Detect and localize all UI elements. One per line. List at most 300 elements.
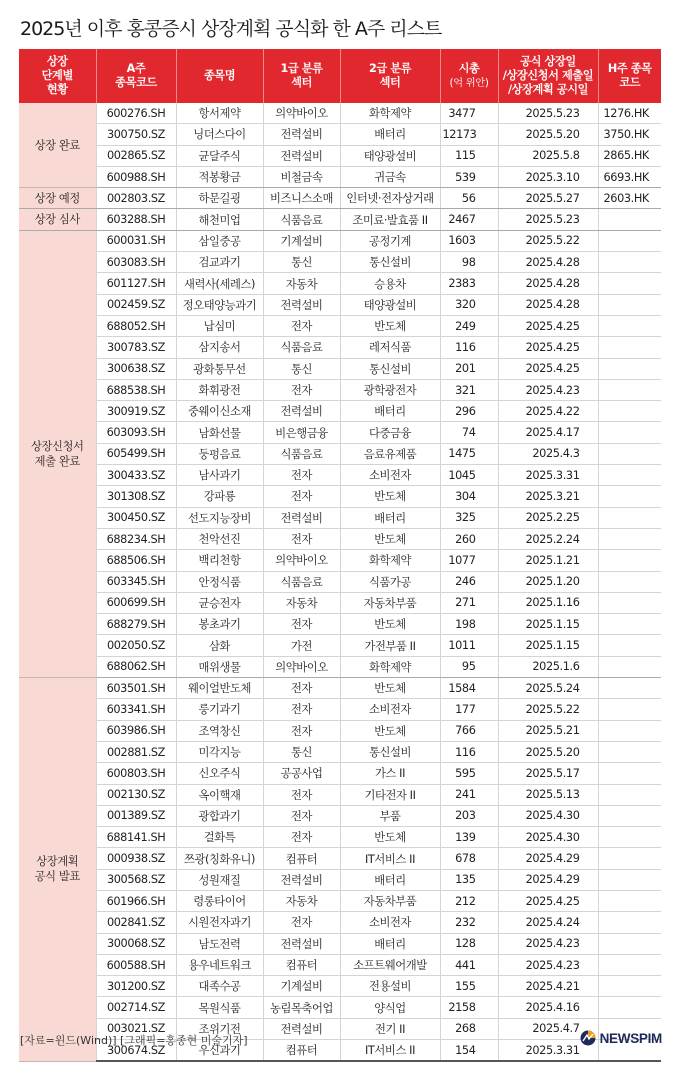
code-cell: 002459.SZ xyxy=(96,294,176,315)
date-cell: 2025.1.15 xyxy=(498,635,598,656)
cap-cell: 268 xyxy=(440,1018,498,1039)
cap-cell: 1584 xyxy=(440,678,498,699)
name-cell: 정오태양능과기 xyxy=(176,294,263,315)
date-cell: 2025.4.25 xyxy=(498,358,598,379)
hk-code-cell xyxy=(598,805,661,826)
cap-cell: 116 xyxy=(440,741,498,762)
sector1-cell: 전자 xyxy=(263,614,340,635)
table-row xyxy=(19,635,661,656)
hk-code-cell xyxy=(598,741,661,762)
date-cell: 2025.5.22 xyxy=(498,699,598,720)
sector2-cell: 전용설비 xyxy=(340,976,440,997)
newspim-logo-icon xyxy=(580,1030,596,1046)
hk-code-cell xyxy=(598,379,661,400)
sector1-cell: 식품음료 xyxy=(263,571,340,592)
sector2-cell: 반도체 xyxy=(340,315,440,336)
cap-cell: 98 xyxy=(440,252,498,273)
sector1-cell: 비철금속 xyxy=(263,166,340,187)
code-cell: 603341.SH xyxy=(96,699,176,720)
date-cell: 2025.5.20 xyxy=(498,124,598,145)
code-cell: 688141.SH xyxy=(96,827,176,848)
date-cell: 2025.1.15 xyxy=(498,614,598,635)
code-cell: 688506.SH xyxy=(96,550,176,571)
hk-code-cell xyxy=(598,912,661,933)
sector1-cell: 전자 xyxy=(263,678,340,699)
sector1-cell: 전자 xyxy=(263,827,340,848)
sector1-cell: 전자 xyxy=(263,912,340,933)
name-cell: 중웨이신소재 xyxy=(176,401,263,422)
table-row xyxy=(19,720,661,741)
table-row xyxy=(19,145,661,166)
sector2-cell: 소비전자 xyxy=(340,699,440,720)
code-cell: 600699.SH xyxy=(96,592,176,613)
header-sector2: 2급 분류 섹터 xyxy=(340,49,440,103)
hk-code-cell xyxy=(598,976,661,997)
hk-code-cell xyxy=(598,443,661,464)
cap-cell: 128 xyxy=(440,933,498,954)
date-cell: 2025.4.25 xyxy=(498,337,598,358)
hk-code-cell xyxy=(598,422,661,443)
date-cell: 2025.4.25 xyxy=(498,890,598,911)
table-row xyxy=(19,784,661,805)
sector2-cell: 소프트웨어개발 xyxy=(340,954,440,975)
name-cell: 남사과기 xyxy=(176,465,263,486)
sector1-cell: 전자 xyxy=(263,486,340,507)
hk-code-cell xyxy=(598,230,661,251)
code-cell: 300674.SZ xyxy=(96,1040,176,1062)
table-row xyxy=(19,209,661,230)
table-row xyxy=(19,550,661,571)
code-cell: 605499.SH xyxy=(96,443,176,464)
hk-code-cell: 6693.HK xyxy=(598,166,661,187)
sector2-cell: 레저식품 xyxy=(340,337,440,358)
cap-cell: 212 xyxy=(440,890,498,911)
sector1-cell: 컴퓨터 xyxy=(263,848,340,869)
hk-code-cell xyxy=(598,869,661,890)
sector2-cell: 배터리 xyxy=(340,507,440,528)
hk-code-cell xyxy=(598,273,661,294)
hk-code-cell xyxy=(598,848,661,869)
sector2-cell: 전기 II xyxy=(340,1018,440,1039)
cap-cell: 271 xyxy=(440,592,498,613)
code-cell: 001389.SZ xyxy=(96,805,176,826)
table-row xyxy=(19,315,661,336)
sector1-cell: 의약바이오 xyxy=(263,656,340,677)
date-cell: 2025.4.23 xyxy=(498,379,598,400)
date-cell: 2025.4.30 xyxy=(498,827,598,848)
name-cell: 검교과기 xyxy=(176,252,263,273)
hk-code-cell xyxy=(598,592,661,613)
date-cell: 2025.4.25 xyxy=(498,315,598,336)
sector1-cell: 의약바이오 xyxy=(263,550,340,571)
source-credit: [자료=윈드(Wind)] [그래픽=홍종현 미술기자] xyxy=(20,1034,248,1047)
hk-code-cell xyxy=(598,827,661,848)
sector1-cell: 전력설비 xyxy=(263,869,340,890)
date-cell: 2025.5.27 xyxy=(498,188,598,209)
cap-cell: 595 xyxy=(440,763,498,784)
sector1-cell: 컴퓨터 xyxy=(263,954,340,975)
hk-code-cell: 1276.HK xyxy=(598,103,661,124)
code-cell: 688052.SH xyxy=(96,315,176,336)
date-cell: 2025.3.10 xyxy=(498,166,598,187)
cap-cell: 441 xyxy=(440,954,498,975)
cap-cell: 246 xyxy=(440,571,498,592)
header-hk: H주 종목 코드 xyxy=(598,49,661,103)
code-cell: 600276.SH xyxy=(96,103,176,124)
name-cell: 미각지능 xyxy=(176,741,263,762)
table-row xyxy=(19,103,661,124)
hk-code-cell xyxy=(598,635,661,656)
date-cell: 2025.5.17 xyxy=(498,763,598,784)
hk-code-cell xyxy=(598,933,661,954)
sector1-cell: 전자 xyxy=(263,528,340,549)
page-title: 2025년 이후 홍콩증시 상장계획 공식화 한 A주 리스트 xyxy=(20,18,442,40)
table-body xyxy=(19,103,661,1061)
sector1-cell: 전자 xyxy=(263,805,340,826)
date-cell: 2025.3.31 xyxy=(498,1040,598,1062)
hk-code-cell xyxy=(598,571,661,592)
name-cell: 목원식품 xyxy=(176,997,263,1018)
sector2-cell: 배터리 xyxy=(340,401,440,422)
stage-cell: 상장 심사 xyxy=(19,209,96,230)
sector2-cell: 인터넷·전자상거래 xyxy=(340,188,440,209)
name-cell: 균승전자 xyxy=(176,592,263,613)
table-row xyxy=(19,230,661,251)
date-cell: 2025.1.21 xyxy=(498,550,598,571)
cap-cell: 135 xyxy=(440,869,498,890)
sector2-cell: 가전부품 II xyxy=(340,635,440,656)
hk-code-cell xyxy=(598,890,661,911)
date-cell: 2025.5.24 xyxy=(498,678,598,699)
cap-cell: 177 xyxy=(440,699,498,720)
date-cell: 2025.5.22 xyxy=(498,230,598,251)
hk-code-cell: 2865.HK xyxy=(598,145,661,166)
code-cell: 688279.SH xyxy=(96,614,176,635)
sector2-cell: 태양광설비 xyxy=(340,145,440,166)
table-row xyxy=(19,614,661,635)
sector1-cell: 전자 xyxy=(263,784,340,805)
code-cell: 600988.SH xyxy=(96,166,176,187)
table-row xyxy=(19,997,661,1018)
sector2-cell: 양식업 xyxy=(340,997,440,1018)
sector2-cell: 승용차 xyxy=(340,273,440,294)
date-cell: 2025.5.23 xyxy=(498,103,598,124)
cap-cell: 539 xyxy=(440,166,498,187)
hk-code-cell: 3750.HK xyxy=(598,124,661,145)
sector2-cell: 통신설비 xyxy=(340,358,440,379)
hk-code-cell xyxy=(598,528,661,549)
date-cell: 2025.4.22 xyxy=(498,401,598,422)
date-cell: 2025.4.3 xyxy=(498,443,598,464)
date-cell: 2025.5.23 xyxy=(498,209,598,230)
cap-cell: 260 xyxy=(440,528,498,549)
sector1-cell: 전자 xyxy=(263,379,340,400)
date-cell: 2025.4.24 xyxy=(498,912,598,933)
name-cell: 걸화특 xyxy=(176,827,263,848)
sector1-cell: 전력설비 xyxy=(263,507,340,528)
table-row xyxy=(19,571,661,592)
hk-code-cell xyxy=(598,784,661,805)
name-cell: 하문길굉 xyxy=(176,188,263,209)
table-row xyxy=(19,848,661,869)
hk-code-cell xyxy=(598,315,661,336)
sector2-cell: 가스 II xyxy=(340,763,440,784)
sector1-cell: 비은행금융 xyxy=(263,422,340,443)
date-cell: 2025.1.20 xyxy=(498,571,598,592)
date-cell: 2025.5.21 xyxy=(498,720,598,741)
stage-cell: 상장 완료 xyxy=(19,103,96,188)
sector1-cell: 식품음료 xyxy=(263,209,340,230)
cap-cell: 2467 xyxy=(440,209,498,230)
hk-code-cell xyxy=(598,507,661,528)
hk-code-cell xyxy=(598,699,661,720)
table-row xyxy=(19,188,661,209)
name-cell: 광합과기 xyxy=(176,805,263,826)
date-cell: 2025.4.28 xyxy=(498,294,598,315)
cap-cell: 2158 xyxy=(440,997,498,1018)
sector2-cell: 통신설비 xyxy=(340,252,440,273)
hk-code-cell xyxy=(598,358,661,379)
hk-code-cell xyxy=(598,678,661,699)
table-row xyxy=(19,443,661,464)
code-cell: 603501.SH xyxy=(96,678,176,699)
sector2-cell: 배터리 xyxy=(340,869,440,890)
cap-cell: 116 xyxy=(440,337,498,358)
name-cell: 균달주식 xyxy=(176,145,263,166)
date-cell: 2025.2.25 xyxy=(498,507,598,528)
date-cell: 2025.2.24 xyxy=(498,528,598,549)
code-cell: 603986.SH xyxy=(96,720,176,741)
sector2-cell: 통신설비 xyxy=(340,741,440,762)
hk-code-cell xyxy=(598,337,661,358)
cap-cell: 74 xyxy=(440,422,498,443)
date-cell: 2025.4.23 xyxy=(498,933,598,954)
sector1-cell: 식품음료 xyxy=(263,443,340,464)
table-row xyxy=(19,805,661,826)
date-cell: 2025.4.28 xyxy=(498,273,598,294)
sector1-cell: 통신 xyxy=(263,358,340,379)
sector1-cell: 자동차 xyxy=(263,890,340,911)
code-cell: 600588.SH xyxy=(96,954,176,975)
cap-cell: 154 xyxy=(440,1040,498,1062)
sector1-cell: 통신 xyxy=(263,741,340,762)
code-cell: 601966.SH xyxy=(96,890,176,911)
table-row xyxy=(19,763,661,784)
sector2-cell: 반도체 xyxy=(340,528,440,549)
cap-cell: 320 xyxy=(440,294,498,315)
header-cap-label: 시총 xyxy=(458,62,480,75)
cap-cell: 1011 xyxy=(440,635,498,656)
date-cell: 2025.4.29 xyxy=(498,869,598,890)
hk-code-cell xyxy=(598,954,661,975)
code-cell: 000938.SZ xyxy=(96,848,176,869)
cap-cell: 2383 xyxy=(440,273,498,294)
sector1-cell: 비즈니스소매 xyxy=(263,188,340,209)
sector1-cell: 전자 xyxy=(263,465,340,486)
date-cell: 2025.4.28 xyxy=(498,252,598,273)
name-cell: 남화선물 xyxy=(176,422,263,443)
code-cell: 301308.SZ xyxy=(96,486,176,507)
header-cap-unit: (억 위안) xyxy=(449,77,489,89)
table-row xyxy=(19,976,661,997)
table-row xyxy=(19,486,661,507)
sector2-cell: 반도체 xyxy=(340,720,440,741)
table-row xyxy=(19,422,661,443)
sector2-cell: 화학제약 xyxy=(340,550,440,571)
table-row xyxy=(19,678,661,699)
sector2-cell: 공정기계 xyxy=(340,230,440,251)
header-date: 공식 상장일 /상장신청서 제출일 /상장계획 공시일 xyxy=(498,49,598,103)
brand-name: NEWSPIM xyxy=(599,1030,662,1046)
code-cell: 603093.SH xyxy=(96,422,176,443)
cap-cell: 203 xyxy=(440,805,498,826)
code-cell: 002881.SZ xyxy=(96,741,176,762)
name-cell: 강파룡 xyxy=(176,486,263,507)
name-cell: 남도전력 xyxy=(176,933,263,954)
header-stage: 상장 단계별 현황 xyxy=(19,49,96,103)
sector1-cell: 식품음료 xyxy=(263,337,340,358)
cap-cell: 1077 xyxy=(440,550,498,571)
sector2-cell: 소비전자 xyxy=(340,465,440,486)
sector1-cell: 통신 xyxy=(263,252,340,273)
date-cell: 2025.3.31 xyxy=(498,465,598,486)
sector1-cell: 컴퓨터 xyxy=(263,1040,340,1062)
sector1-cell: 전자 xyxy=(263,315,340,336)
sector1-cell: 전력설비 xyxy=(263,1018,340,1039)
header-code: A주 종목코드 xyxy=(96,49,176,103)
name-cell: 삼화 xyxy=(176,635,263,656)
sector2-cell: 조미료·발효품 II xyxy=(340,209,440,230)
hk-code-cell xyxy=(598,763,661,784)
code-cell: 300568.SZ xyxy=(96,869,176,890)
sector2-cell: 화학제약 xyxy=(340,656,440,677)
sector2-cell: 반도체 xyxy=(340,614,440,635)
name-cell: 항서제약 xyxy=(176,103,263,124)
sector1-cell: 전력설비 xyxy=(263,145,340,166)
sector2-cell: 귀금속 xyxy=(340,166,440,187)
code-cell: 603288.SH xyxy=(96,209,176,230)
date-cell: 2025.5.20 xyxy=(498,741,598,762)
cap-cell: 95 xyxy=(440,656,498,677)
table-row xyxy=(19,166,661,187)
sector2-cell: 음료유제품 xyxy=(340,443,440,464)
code-cell: 603083.SH xyxy=(96,252,176,273)
cap-cell: 766 xyxy=(440,720,498,741)
sector1-cell: 전력설비 xyxy=(263,933,340,954)
a-share-list-table xyxy=(19,49,661,1062)
sector2-cell: 다중금융 xyxy=(340,422,440,443)
hk-code-cell xyxy=(598,486,661,507)
name-cell: 신오주식 xyxy=(176,763,263,784)
cap-cell: 201 xyxy=(440,358,498,379)
name-cell: 룽기과기 xyxy=(176,699,263,720)
name-cell: 삼일중공 xyxy=(176,230,263,251)
name-cell: 쯔광(칭화유니) xyxy=(176,848,263,869)
stage-cell: 상장신청서 제출 완료 xyxy=(19,230,96,677)
table-row xyxy=(19,358,661,379)
sector2-cell: 화학제약 xyxy=(340,103,440,124)
sector2-cell: 태양광설비 xyxy=(340,294,440,315)
hk-code-cell xyxy=(598,209,661,230)
name-cell: 조역창신 xyxy=(176,720,263,741)
name-cell: 백리천항 xyxy=(176,550,263,571)
sector1-cell: 가전 xyxy=(263,635,340,656)
hk-code-cell xyxy=(598,720,661,741)
hk-code-cell xyxy=(598,465,661,486)
header-cap xyxy=(440,49,498,103)
table-row xyxy=(19,592,661,613)
code-cell: 002714.SZ xyxy=(96,997,176,1018)
table-row xyxy=(19,954,661,975)
table-row xyxy=(19,699,661,720)
code-cell: 603345.SH xyxy=(96,571,176,592)
name-cell: 납심미 xyxy=(176,315,263,336)
sector2-cell: 식품가공 xyxy=(340,571,440,592)
table-row xyxy=(19,124,661,145)
table-row xyxy=(19,869,661,890)
stage-cell: 상장계획 공식 발표 xyxy=(19,678,96,1062)
cap-cell: 232 xyxy=(440,912,498,933)
code-cell: 002803.SZ xyxy=(96,188,176,209)
name-cell: 닝더스다이 xyxy=(176,124,263,145)
sector2-cell: IT서비스 II xyxy=(340,848,440,869)
table-row xyxy=(19,465,661,486)
stage-cell: 상장 예정 xyxy=(19,188,96,209)
code-cell: 003021.SZ xyxy=(96,1018,176,1039)
sector1-cell: 자동차 xyxy=(263,273,340,294)
sector1-cell: 전자 xyxy=(263,699,340,720)
name-cell: 안정식품 xyxy=(176,571,263,592)
code-cell: 002865.SZ xyxy=(96,145,176,166)
sector1-cell: 공공사업 xyxy=(263,763,340,784)
table-row xyxy=(19,507,661,528)
cap-cell: 325 xyxy=(440,507,498,528)
cap-cell: 321 xyxy=(440,379,498,400)
name-cell: 해천미업 xyxy=(176,209,263,230)
name-cell: 령롱타이어 xyxy=(176,890,263,911)
code-cell: 601127.SH xyxy=(96,273,176,294)
date-cell: 2025.1.16 xyxy=(498,592,598,613)
table-row xyxy=(19,827,661,848)
table-row xyxy=(19,273,661,294)
table-row xyxy=(19,890,661,911)
name-cell: 용우네트워크 xyxy=(176,954,263,975)
sector2-cell: 기타전자 II xyxy=(340,784,440,805)
code-cell: 300750.SZ xyxy=(96,124,176,145)
cap-cell: 12173 xyxy=(440,124,498,145)
date-cell: 2025.4.29 xyxy=(498,848,598,869)
cap-cell: 678 xyxy=(440,848,498,869)
cap-cell: 1045 xyxy=(440,465,498,486)
sector1-cell: 농림목축어업 xyxy=(263,997,340,1018)
code-cell: 300919.SZ xyxy=(96,401,176,422)
name-cell: 성원재질 xyxy=(176,869,263,890)
sector2-cell: IT서비스 II xyxy=(340,1040,440,1062)
code-cell: 300783.SZ xyxy=(96,337,176,358)
table-row xyxy=(19,741,661,762)
name-cell: 매위생물 xyxy=(176,656,263,677)
table-row xyxy=(19,401,661,422)
name-cell: 대족수공 xyxy=(176,976,263,997)
date-cell: 2025.4.21 xyxy=(498,976,598,997)
cap-cell: 198 xyxy=(440,614,498,635)
sector1-cell: 의약바이오 xyxy=(263,103,340,124)
code-cell: 300068.SZ xyxy=(96,933,176,954)
code-cell: 688538.SH xyxy=(96,379,176,400)
date-cell: 2025.4.17 xyxy=(498,422,598,443)
sector2-cell: 배터리 xyxy=(340,124,440,145)
name-cell: 옥이핵재 xyxy=(176,784,263,805)
